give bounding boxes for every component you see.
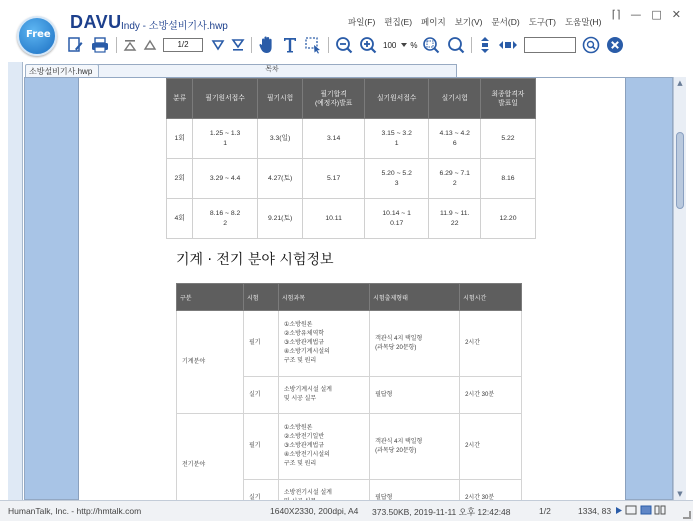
vertical-scrollbar[interactable] [673,77,686,500]
table-cell: 소방기계시설 설계 및 시공 실무 [278,377,369,414]
table-header: 실기시험 [429,79,481,119]
minimize-button[interactable]: — [630,8,642,21]
sidebar-tab-contents[interactable]: 목차 [87,64,457,100]
table-cell: 2시간 30분 [460,480,522,517]
table-cell: 소방전기시설 설계 [278,480,369,517]
text-select-icon[interactable] [282,35,298,55]
table-header: 최종합격자 발표일 [480,79,535,119]
exam-info-table [176,283,522,517]
toolbar-separator [328,37,329,53]
magnifier-icon[interactable] [447,35,465,55]
grid-view-icon [654,505,666,515]
table-cell: 필기 [244,414,279,480]
toolbar-separator [251,37,252,53]
table-cell: 실기 [244,377,279,414]
table-header: 필기합격 (예정자)발표 [303,79,365,119]
table-cell: 기계분야 [177,311,244,414]
document-page [78,78,626,518]
print-icon[interactable] [90,35,110,55]
exam-schedule-table [166,78,536,239]
table-cell: 6.29 ~ 7.1 2 [429,159,481,199]
table-cell: 2시간 [460,311,522,377]
fullscreen-button[interactable]: ⌈⌉ [611,8,621,21]
table-header: 실기원서접수 [364,79,429,119]
menu-edit[interactable]: 편집(E) [384,17,413,27]
table-cell: 실기 [244,480,279,517]
table-cell: 3.29 ~ 4.4 [193,159,258,199]
zoom-level-input[interactable]: 100 [383,40,397,50]
table-cell: 5.17 [303,159,365,199]
fit-page-width-icon[interactable] [498,35,518,55]
table-cell: 객관식 4지 택일형 (과목당 20문항) [370,311,460,377]
scroll-thumb[interactable] [676,132,684,209]
table-cell: 1.25 ~ 1.3 1 [193,119,258,159]
fit-height-icon[interactable] [478,35,492,55]
status-resolution: 1640X2330, 200dpi, A4 [270,506,359,516]
table-cell: 10.11 [303,199,365,239]
resize-grip[interactable] [683,511,691,519]
table-cell: 10.14 ~ 1 0.17 [364,199,429,239]
table-cell: 5.22 [480,119,535,159]
hand-tool-icon[interactable] [258,35,276,55]
table-cell: 8.16 [480,159,535,199]
status-view-icons[interactable] [615,505,666,517]
table-cell: 필답형 [370,480,460,517]
table-cell: ①소방원론 ②소방전기일반 ③소방관계법규 ④소방전기시설의 구조 및 원리 [278,414,369,480]
status-bar [0,500,693,521]
table-row [167,159,536,199]
app-brand: DAVU [70,12,122,32]
table-cell: 9.21(토) [257,199,302,239]
toolbar [66,34,630,56]
table-header: 시험시간 [460,284,522,311]
menu-page[interactable]: 페이지 [421,17,446,27]
toolbar-separator [471,37,472,53]
double-page-icon [640,505,652,515]
status-company: HumanTalk, Inc. - http://hmtalk.com [8,506,142,516]
maximize-button[interactable]: □ [651,8,662,21]
document-tab[interactable]: 소방설비기사.hwp [25,64,99,77]
document-viewer[interactable] [24,77,673,500]
zoom-out-icon[interactable] [335,35,353,55]
section-title: 기계 · 전기 분야 시험정보 [176,252,334,268]
table-cell: 5.20 ~ 5.2 3 [364,159,429,199]
table-cell: 2회 [167,159,193,199]
table-cell: 2시간 30분 [460,377,522,414]
close-button[interactable]: ✕ [671,8,681,21]
table-cell: 4회 [167,199,193,239]
table-row [177,311,522,377]
fit-width-icon[interactable] [421,35,441,55]
menu-bar [348,16,601,28]
table-header: 시험과목 [278,284,369,311]
table-cell: 1회 [167,119,193,159]
table-row [167,119,536,159]
window-controls [612,8,681,21]
table-row [167,199,536,239]
table-cell: 객관식 4지 택일형 (과목당 20문항) [370,414,460,480]
last-page-icon[interactable] [231,35,245,55]
table-cell: 4.27(토) [257,159,302,199]
single-page-icon [625,505,637,515]
scroll-down-icon[interactable]: ▼ [677,490,683,498]
table-cell: 8.16 ~ 8.2 2 [193,199,258,239]
play-icon [615,506,623,515]
menu-help[interactable]: 도움말(H) [564,17,602,27]
previous-page-icon[interactable] [143,35,157,55]
table-row [177,414,522,480]
edit-document-icon[interactable] [66,35,84,55]
toolbar-separator [116,37,117,53]
table-cell: 3.15 ~ 3.2 1 [364,119,429,159]
table-header: 시험출제형태 [370,284,460,311]
status-file-info: 373.50KB, 2019-11-11 오후 12:42:48 [372,507,511,517]
table-cell: 필기 [244,311,279,377]
zoom-in-icon[interactable] [359,35,377,55]
table-cell: 3.3(일) [257,119,302,159]
status-page: 1/2 [539,506,551,516]
status-zoom: 1334, 83 [578,506,612,516]
first-page-icon[interactable] [123,35,137,55]
table-header: 분류 [167,79,193,119]
table-cell: 필답형 [370,377,460,414]
table-cell: 11.9 ~ 11. 22 [429,199,481,239]
app-logo: Free [17,16,57,56]
table-cell: 2시간 [460,414,522,480]
search-input[interactable] [524,37,576,53]
table-cell: 3.14 [303,119,365,159]
menu-document[interactable]: 문서(D) [491,17,520,27]
scroll-up-icon[interactable]: ▲ [677,79,683,87]
page-number-input[interactable]: 1/2 [163,38,203,52]
table-cell: 4.13 ~ 4.2 6 [429,119,481,159]
table-cell: 전기분야 [177,414,244,517]
zoom-dropdown-icon[interactable] [400,35,408,55]
zoom-unit: % [410,40,418,50]
table-header: 필기시험 [257,79,302,119]
table-cell: 12.20 [480,199,535,239]
window-title: Indy - 소방설비기사.hwp [121,21,228,32]
table-cell: ①소방원론 ②소방유체역학 ③소방관계법규 ④소방기계시설의 구조 및 원리 [278,311,369,377]
close-document-icon[interactable] [606,35,624,55]
search-icon[interactable] [582,35,600,55]
menu-view[interactable]: 보기(V) [454,17,483,27]
menu-tools[interactable]: 도구(T) [528,17,556,27]
sidebar [8,62,23,500]
table-header: 구분 [177,284,244,311]
next-page-icon[interactable] [211,35,225,55]
menu-file[interactable]: 파일(F) [348,17,376,27]
table-header: 시험 [244,284,279,311]
table-header: 필기원서접수 [193,79,258,119]
area-select-icon[interactable] [304,35,322,55]
